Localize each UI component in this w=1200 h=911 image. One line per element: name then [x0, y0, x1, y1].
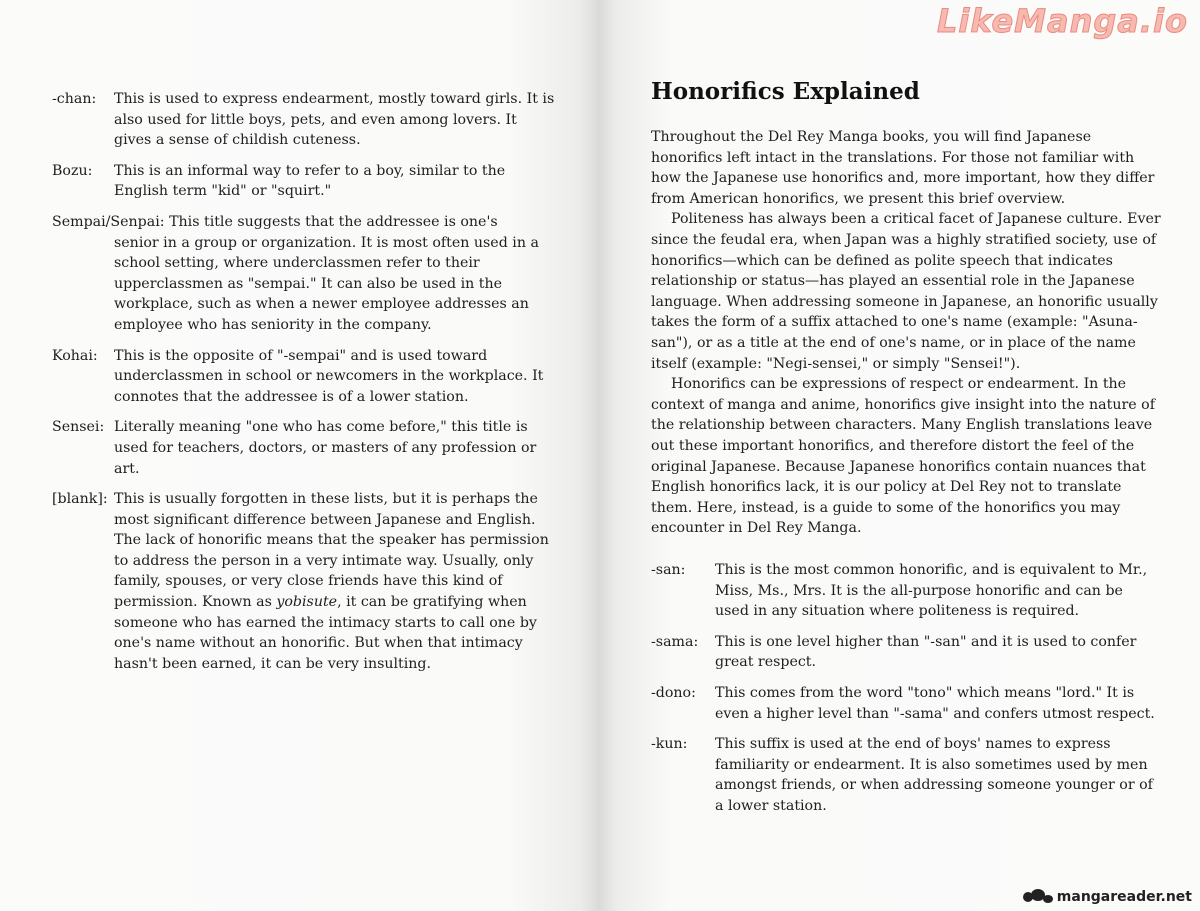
entry-term: -san: — [651, 562, 686, 578]
entry-san — [651, 560, 1161, 622]
entry-description-part: This is usually forgotten in these lists, but it is perhaps the most significant difference between Japanese and English. The lack of honorific means that the speaker has permission to address the person in a very intimate way. Usually, only family, spouses, or very close friends have this kind of permission. Known as — [114, 491, 549, 611]
entry-term: -sama: — [651, 633, 699, 650]
site-watermark-footer — [1023, 889, 1192, 905]
entry-term: Sempai/Senpai: — [52, 213, 165, 230]
entry-italic-term: yobisute — [276, 594, 338, 611]
entry-description: This is the opposite of "-sempai" and is used toward underclassmen in school or newcomers in the workplace. It connotes that the addressee is of a lower station. — [114, 347, 544, 405]
left-page — [0, 0, 598, 911]
intro-text — [651, 127, 1161, 539]
entry-description: This is an informal way to refer to a boy, similar to the English term "kid" or "squirt." — [114, 162, 506, 200]
entry-description-part: , it can be gratifying when someone who has earned the intimacy starts to call one by one's name without an honorific. But when that intimacy hasn't been earned, it can be very insulting. — [114, 594, 537, 672]
entry-sempai — [52, 212, 557, 336]
entry-kun — [651, 734, 1161, 816]
page-heading: Honorifics Explained — [651, 78, 920, 105]
intro-paragraph: Throughout the Del Rey Manga books, you will find Japanese honorifics left intact in the translations. For those not familiar with how the Japanese use honorifics and, more important, how they differ from American honorifics, we present this brief overview. — [651, 129, 1155, 207]
entry-term: [blank]: — [52, 491, 108, 508]
site-logo-icon — [1023, 889, 1053, 905]
entry-description: This suffix is used at the end of boys' names to express familiarity or endearment. It is also sometimes used by men amongst friends, or when addressing someone younger or of a lower station. — [715, 736, 1153, 814]
entry-sensei — [52, 417, 557, 479]
entry-term: -dono: — [651, 684, 696, 701]
intro-paragraph: Politeness has always been a critical facet of Japanese culture. Ever since the feudal era, when Japan was a highly stratified society, use of honorifics—which can be defined as polite speech that indicates relationship or status—has played an essential role in the Japanese language. When addressing someone in Japanese, an honorific usually takes the form of a suffix attached to one's name (example: "Asuna-san"), or as a title at the end of one's name, or in place of the name itself (example: "Negi-sensei," or simply "Sensei!"). — [651, 211, 1161, 372]
entry-description: This is one level higher than "-san" and it is used to confer great respect. — [715, 633, 1137, 671]
entry-description: This is the most common honorific, and is equivalent to Mr., Miss, Ms., Mrs. It is the all-purpose honorific and can be used in any situation where politeness is required. — [715, 562, 1148, 620]
entry-sama — [651, 632, 1161, 673]
entry-first-line — [52, 212, 557, 233]
entry-term: -chan: — [52, 91, 97, 107]
honorifics-list-left — [52, 89, 557, 684]
entry-description: This comes from the word "tono" which means "lord." It is even a higher level than "-sama" and confers utmost respect. — [715, 684, 1155, 722]
entry-term: Bozu: — [52, 162, 93, 179]
entry-term: Kohai: — [52, 347, 98, 364]
honorifics-list-right — [651, 560, 1161, 827]
entry-blank — [52, 489, 557, 674]
entry-dono — [651, 683, 1161, 724]
entry-description-continued: senior in a group or organization. It is most often used in a school setting, where underclassmen refer to their upperclassmen as "sempai." It can also be used in the workplace, such as when a newer employee addresses an employee who has seniority in the company. — [114, 234, 539, 333]
entry-term: Sensei: — [52, 419, 105, 436]
entry-description: This title suggests that the addressee is one's — [169, 213, 498, 230]
site-watermark-text: mangareader.net — [1056, 889, 1192, 905]
intro-paragraph: Honorifics can be expressions of respect or endearment. In the context of manga and anime, honorifics give insight into the nature of the relationship between characters. Many English translations leave out these important honorifics, and therefore distort the feel of the original Japanese. Because Japanese honorifics contain nuances that English honorifics lack, it is our policy at Del Rey not to translate them. Here, instead, is a guide to some of the honorifics you may encounter in Del Rey Manga. — [651, 376, 1155, 537]
entry-bozu — [52, 161, 557, 202]
entry-chan — [52, 89, 557, 151]
entry-kohai — [52, 346, 557, 408]
site-watermark-logo: LikeManga.io — [936, 2, 1188, 40]
entry-description — [114, 489, 557, 674]
entry-description: Literally meaning "one who has come before," this title is used for teachers, doctors, or masters of any profession or art. — [114, 419, 537, 477]
entry-term: -kun: — [651, 736, 688, 753]
entry-description: This is used to express endearment, mostly toward girls. It is also used for little boys, pets, and even among lovers. It gives a sense of childish cuteness. — [114, 91, 555, 149]
